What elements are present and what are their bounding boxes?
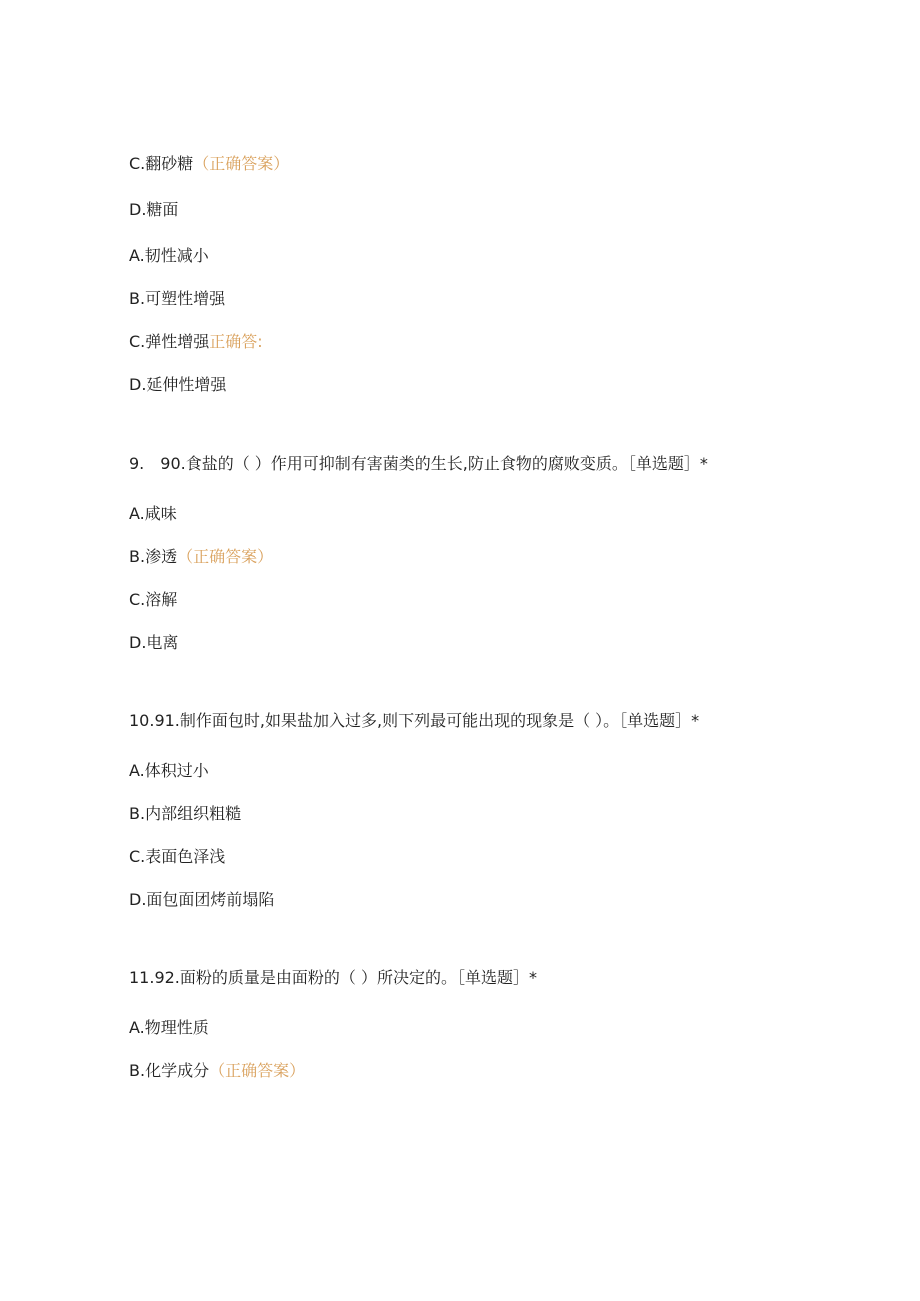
option-text: A.体积过小 xyxy=(129,761,209,780)
option-c[interactable] xyxy=(129,846,225,868)
question-stem: 10.91.制作面包时,如果盐加入过多,则下列最可能出现的现象是（ ）。［单选题］* xyxy=(129,711,700,730)
question-stem: 9. 90.食盐的（ ）作用可抑制有害菌类的生长,防止食物的腐败变质。［单选题］* xyxy=(129,454,708,473)
option-text: B.可塑性增强 xyxy=(129,289,226,308)
option-d[interactable] xyxy=(129,632,178,654)
option-text: A.咸味 xyxy=(129,504,177,523)
option-text: C.弹性增强 xyxy=(129,332,210,351)
option-c[interactable] xyxy=(129,589,177,611)
question-stem: 11.92.面粉的质量是由面粉的（ ）所决定的。［单选题］* xyxy=(129,968,537,987)
option-text: B.内部组织粗糙 xyxy=(129,804,242,823)
option-c[interactable] xyxy=(129,331,263,353)
option-text: A.物理性质 xyxy=(129,1018,209,1037)
option-a[interactable] xyxy=(129,760,209,782)
correct-answer-mark: （正确答案） xyxy=(193,154,290,173)
option-a[interactable] xyxy=(129,503,177,525)
option-c[interactable] xyxy=(129,153,289,175)
option-text: A.韧性减小 xyxy=(129,246,209,265)
option-text: C.表面色泽浅 xyxy=(129,847,226,866)
option-text: B.渗透 xyxy=(129,547,178,566)
option-d[interactable] xyxy=(129,889,274,911)
option-text: D.面包面团烤前塌陷 xyxy=(129,890,275,909)
option-text: D.电离 xyxy=(129,633,179,652)
correct-answer-mark: （正确答案） xyxy=(209,1061,306,1080)
option-b[interactable] xyxy=(129,546,273,568)
option-text: C.翻砂糖 xyxy=(129,154,194,173)
correct-answer-mark: 正确答: xyxy=(209,332,263,351)
option-a[interactable] xyxy=(129,1017,209,1039)
option-text: C.溶解 xyxy=(129,590,178,609)
option-d[interactable] xyxy=(129,199,178,221)
option-text: D.延伸性增强 xyxy=(129,375,227,394)
option-b[interactable] xyxy=(129,1060,305,1082)
option-b[interactable] xyxy=(129,803,241,825)
option-a[interactable] xyxy=(129,245,209,267)
option-d[interactable] xyxy=(129,374,226,396)
option-text: B.化学成分 xyxy=(129,1061,210,1080)
correct-answer-mark: （正确答案） xyxy=(177,547,274,566)
option-text: D.糖面 xyxy=(129,200,179,219)
option-b[interactable] xyxy=(129,288,225,310)
